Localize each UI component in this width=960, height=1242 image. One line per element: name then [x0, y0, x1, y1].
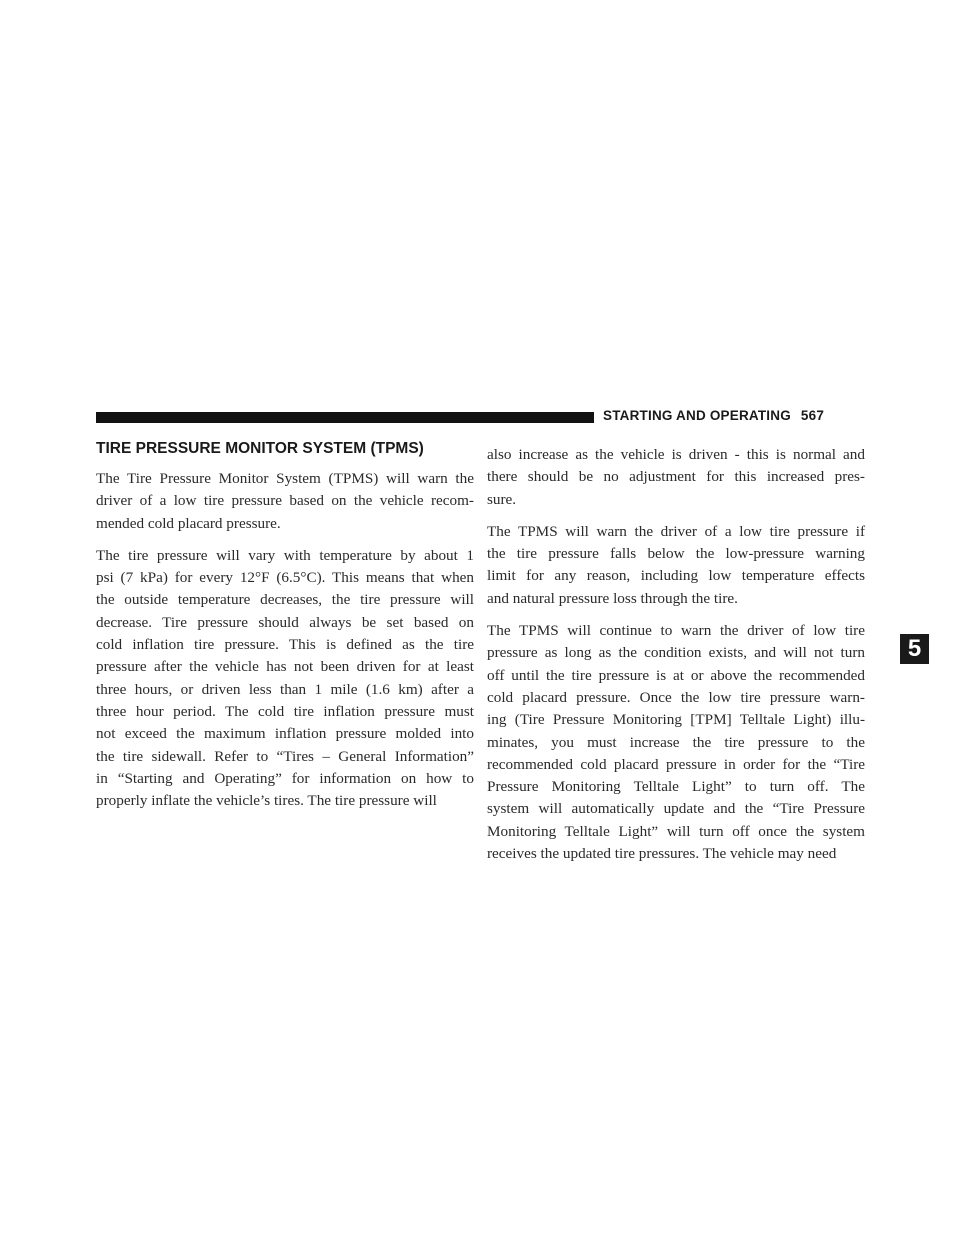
running-header — [603, 408, 824, 423]
text-line: off until the tire pressure is at or above the recommended — [487, 666, 865, 684]
text-line: The TPMS will warn the driver of a low tire pressure if — [487, 522, 865, 540]
text-line: decrease. Tire pressure should always be set based on — [96, 613, 474, 631]
paragraph — [96, 468, 474, 535]
text-line: The tire pressure will vary with temperature by about 1 — [96, 546, 474, 564]
paragraph-gap — [487, 511, 865, 521]
text-line: limit for any reason, including low temperature effects — [487, 567, 865, 585]
text-line: properly inflate the vehicle’s tires. The tire pressure will — [96, 792, 437, 810]
text-line: the tire sidewall. Refer to “Tires – General Information” — [96, 747, 474, 765]
text-line: the tire pressure falls below the low-pressure warning — [487, 545, 865, 563]
text-line: mended cold placard pressure. — [96, 514, 281, 532]
text-line: The TPMS will continue to warn the driver of low tire — [487, 622, 865, 640]
text-line: receives the updated tire pressures. The vehicle may need — [487, 845, 837, 863]
text-line: recommended cold placard pressure in order for the “Tire — [487, 755, 865, 773]
text-line: ing (Tire Pressure Monitoring [TPM] Telltale Light) illu- — [487, 711, 865, 729]
text-line: three hour period. The cold tire inflation pressure must — [96, 702, 474, 720]
text-line: Pressure Monitoring Telltale Light” to turn off. The — [487, 778, 865, 796]
text-line: The Tire Pressure Monitor System (TPMS) will warn the — [96, 470, 474, 487]
text-line: the outside temperature decreases, the tire pressure will — [96, 591, 474, 609]
header-rule — [96, 412, 594, 423]
section-title: TIRE PRESSURE MONITOR SYSTEM (TPMS) — [96, 440, 424, 457]
paragraph — [487, 444, 865, 511]
text-line: sure. — [487, 490, 517, 508]
text-line: three hours, or driven less than 1 mile (1.6 km) after a — [96, 680, 474, 698]
text-line: pressure as long as the condition exists, and will not turn — [487, 644, 865, 662]
chapter-tab: 5 — [900, 634, 929, 664]
text-line: minates, you must increase the tire pressure to the — [487, 733, 865, 751]
text-line: Monitoring Telltale Light” will turn off once the system — [487, 822, 865, 840]
paragraph — [96, 545, 474, 813]
text-line: there should be no adjustment for this increased pres- — [487, 468, 865, 486]
text-line: pressure after the vehicle has not been driven for at least — [96, 658, 474, 676]
text-line: in “Starting and Operating” for information on how to — [96, 769, 474, 787]
paragraph — [487, 620, 865, 865]
text-line: also increase as the vehicle is driven - this is normal and — [487, 446, 865, 463]
text-line: system will automatically update and the “Tire Pressure — [487, 800, 865, 818]
paragraph-gap — [96, 535, 474, 545]
paragraph-gap — [487, 610, 865, 620]
left-column — [96, 468, 474, 812]
text-line: psi (7 kPa) for every 12°F (6.5°C). This means that when — [96, 569, 474, 587]
text-line: cold placard pressure. Once the low tire pressure warn- — [487, 688, 865, 706]
text-line: and natural pressure loss through the tire. — [487, 589, 738, 607]
text-line: driver of a low tire pressure based on the vehicle recom- — [96, 492, 474, 510]
text-line: not exceed the maximum inflation pressure molded into — [96, 725, 474, 743]
paragraph — [487, 521, 865, 610]
section-name: STARTING AND OPERATING — [603, 408, 791, 423]
right-column — [487, 444, 865, 865]
text-line: cold inflation tire pressure. This is defined as the tire — [96, 636, 474, 654]
page-number: 567 — [800, 408, 825, 423]
